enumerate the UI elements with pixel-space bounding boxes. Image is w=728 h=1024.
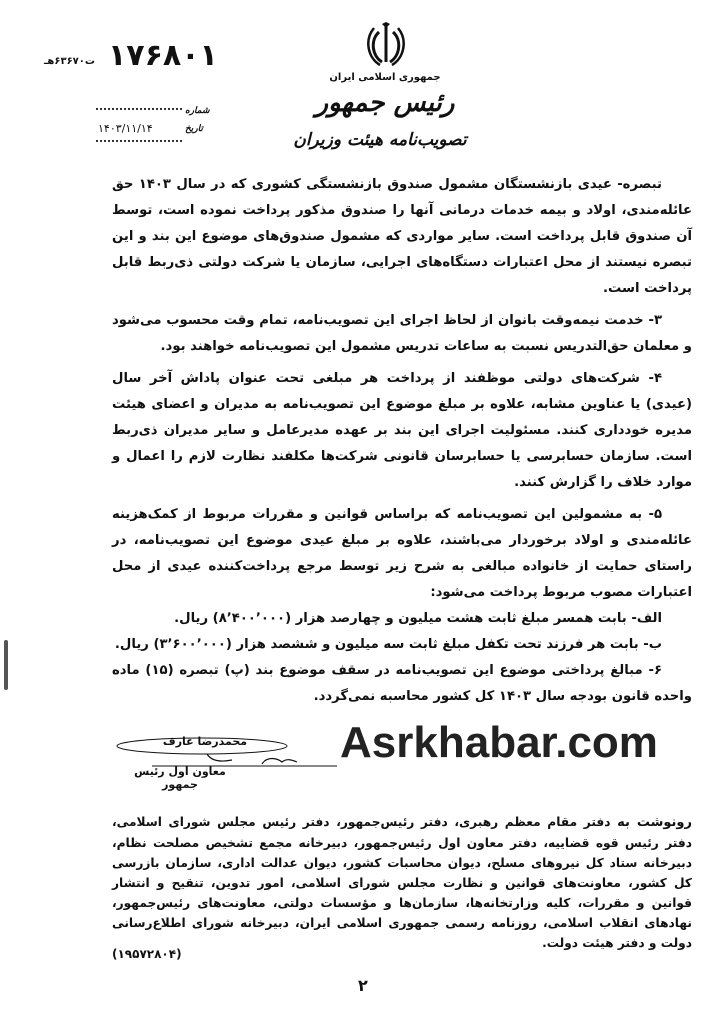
iran-emblem-icon [366,22,406,68]
signatory-title: معاون اول رئیس جمهور [134,765,226,791]
signatory-name: محمدرضا عارف [162,735,248,748]
cc-recipients: دفتر مقام معظم رهبری، دفتر رئیس‌جمهور، دفتر رئیس مجلس شورای اسلامی، دفتر رئیس قوه قضاییه، دفتر معاون اول رئیس‌جمهور، دبیرخانه مجمع تشخیص مصلحت نظام، دبیرخانه ستاد کل نیروهای مسلح، دیوان محاسبات کشور، دیوان عدالت اداری، سازمان بازرسی کل کشور، معاونت‌های قوانین و نظارت مجلس شورای اسلامی، امور تدوین، تنقیح و انتشار قوانین و مقررات، کلیه وزارتخانه‌ها، سازمان‌ها و مؤسسات دولتی، معاونت‌های رئیس‌جمهور، نهادهای انقلاب اسلامی، روزنامه رسمی جمهوری اسلامی ایران، دبیرخانه شورای اطلاع‌رسانی دولت و دفتر هیئت دولت. [112,815,692,950]
item-5-b: ب- بابت هر فرزند تحت تکفل مبلغ ثابت سه میلیون و ششصد هزار (۳٬۶۰۰٬۰۰۰) ریال. [114,637,662,652]
item-4: ۴- شرکت‌های دولتی موظفند از پرداخت هر مبلغی تحت عنوان پاداش آخر سال (عیدی) یا عناوین مشابه، علاوه بر مبلغ موضوع این تصویب‌نامه به مدیران و اعضای هیئت مدیره خودداری کنند. مسئولیت اجرای این بند بر عهده مدیرعامل و سایر مدیران ذی‌ربط است. سازمان حسابرسی یا حسابرسان قانونی شرکت‌ها مکلفند نظارت لازم را اعمال و موارد خلاف را گزارش کنند. [112,371,692,490]
edge-mark [4,640,8,690]
item-3: ۳- خدمت نیمه‌وقت بانوان از لحاظ اجرای این تصویب‌نامه، تمام وقت محسوب می‌شود و معلمان حق‌التدریس نسبت به ساعات تدریس مشمول این تصویب‌نامه خواهند بود. [112,313,692,354]
document-body [112,172,692,716]
number-label: شماره [185,106,210,116]
office-title: رئیس جمهور [315,88,455,118]
date-label: تاریخ [185,124,203,134]
item-5: ۵- به مشمولین این تصویب‌نامه که براساس قوانین و مقررات مربوط از کمک‌هزینه عائله‌مندی و اولاد برخوردار می‌باشند، علاوه بر مبلغ عیدی موضوع این تصویب‌نامه، در راستای حمایت از خانواده مبالغی به شرح زیر توسط مرجع پرداخت‌کننده عیدی از محل اعتبارات مصوب مربوط پرداخت می‌شود: [112,507,692,600]
carbon-copy-list [112,812,692,953]
cc-code: (۱۹۵۷۲۸۰۴) [112,947,182,961]
number-dotted-line [96,108,182,110]
reference-number: ۱۷۶۸۰۱ [108,38,218,73]
country-name: جمهوری اسلامی ایران [329,72,441,83]
reference-code: ت۶۳۶۷۰هـ [44,56,95,67]
date-dotted-line [96,140,182,142]
document-date: ۱۴۰۳/۱۱/۱۴ [98,122,153,135]
item-5-a: الف- بابت همسر مبلغ ثابت هشت میلیون و چهارصد هزار (۸٬۴۰۰٬۰۰۰) ریال. [174,611,662,626]
cc-label: رونوشت به [617,815,692,830]
item-6: ۶- مبالغ پرداختی موضوع این تصویب‌نامه در سقف موضوع بند (پ) تبصره (۱۵) ماده واحده قانون بودجه سال ۱۴۰۳ کل کشور محاسبه نمی‌گردد. [112,663,692,704]
page-number: ۲ [358,976,368,995]
note-paragraph: تبصره- عیدی بازنشستگان مشمول صندوق بازنشستگی کشوری که در سال ۱۴۰۳ حق عائله‌مندی، اولاد و بیمه خدمات درمانی آنها را صندوق مذکور پرداخت نموده است، توسط آن صندوق قابل پرداخت است. سایر مواردی که مشمول صندوق‌های موضوع این بند و این تبصره نیستند از محل اعتبارات دستگاه‌های اجرایی، سازمان یا شرکت دولتی ذی‌ربط قابل پرداخت است. [112,177,692,296]
document-subtitle: تصویب‌نامه هیئت وزیران [293,130,467,150]
watermark: Asrkhabar.com [340,718,658,767]
